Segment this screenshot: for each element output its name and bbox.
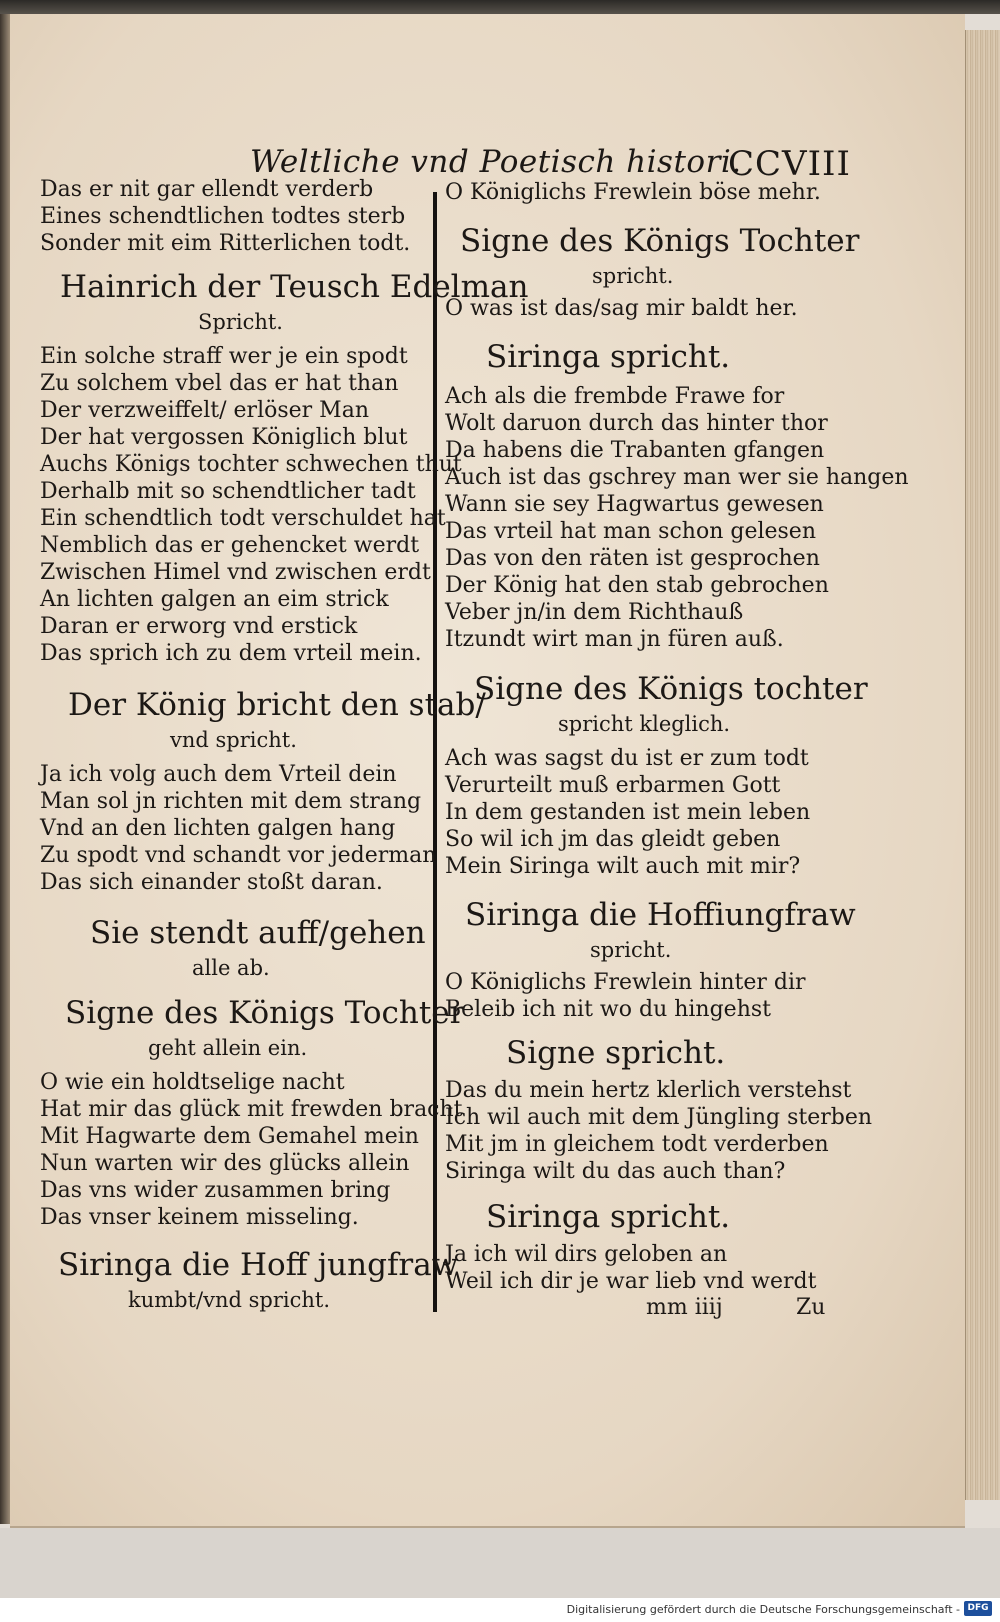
text-line: Siringa wilt du das auch than? — [445, 1159, 786, 1184]
text-line: Auch ist das gschrey man wer sie hangen — [445, 465, 909, 490]
text-line: Ja ich wil dirs geloben an — [445, 1242, 728, 1267]
text-line: Nemblich das er gehencket werdt — [40, 533, 420, 558]
speaker-heading: Signe des Königs tochter — [474, 671, 868, 707]
stage-direction-subheading: alle ab. — [192, 956, 270, 980]
text-line: Derhalb mit so schendtlicher tadt — [40, 479, 416, 504]
book-page — [10, 14, 965, 1528]
folio-number: CCVIII — [728, 144, 851, 184]
text-line: O was ist das/sag mir baldt her. — [445, 296, 798, 321]
speaker-subheading: spricht kleglich. — [558, 712, 731, 736]
scan-background — [0, 1528, 1000, 1598]
speaker-subheading: Spricht. — [198, 310, 283, 334]
text-line: Mein Siringa wilt auch mit mir? — [445, 854, 801, 879]
text-line: Daran er erworg vnd erstick — [40, 614, 358, 639]
text-line: Eines schendtlichen todtes sterb — [40, 204, 406, 229]
running-title: Weltliche vnd Poetisch histori. — [250, 144, 742, 180]
text-line: Beleib ich nit wo du hingehst — [445, 997, 772, 1022]
speaker-heading: Der König bricht den stab/ — [68, 687, 486, 723]
text-line: In dem gestanden ist mein leben — [445, 800, 811, 825]
catchword: Zu — [796, 1295, 826, 1320]
text-line: Der verzweiffelt/ erlöser Man — [40, 398, 369, 423]
speaker-heading: Siringa die Hoffiungfraw — [465, 897, 856, 933]
text-line: Man sol jn richten mit dem strang — [40, 789, 422, 814]
text-line: Das er nit gar ellendt verderb — [40, 177, 374, 202]
text-line: So wil ich jm das gleidt geben — [445, 827, 781, 852]
text-line: Das vns wider zusammen bring — [40, 1178, 391, 1203]
text-line: Da habens die Trabanten gfangen — [445, 438, 825, 463]
text-line: Mit jm in gleichem todt verderben — [445, 1132, 829, 1157]
text-line: Ach als die frembde Frawe for — [445, 384, 785, 409]
speaker-heading: Siringa spricht. — [486, 1199, 731, 1235]
text-line: Ein solche straff wer je ein spodt — [40, 344, 408, 369]
speaker-subheading: spricht. — [592, 264, 674, 288]
text-line: Zu solchem vbel das er hat than — [40, 371, 399, 396]
text-line: Itzundt wirt man jn füren auß. — [445, 627, 784, 652]
speaker-subheading: spricht. — [590, 938, 672, 962]
book-binding-edge — [0, 14, 10, 1524]
stage-direction-heading: Sie stendt auff/gehen — [90, 915, 426, 951]
text-line: Nun warten wir des glücks allein — [40, 1151, 410, 1176]
text-line: Das sich einander stoßt daran. — [40, 870, 383, 895]
text-line: O Königlichs Frewlein böse mehr. — [445, 180, 821, 205]
text-line: Zu spodt vnd schandt vor jederman — [40, 843, 437, 868]
text-line: Veber jn/in dem Richthauß — [445, 600, 744, 625]
text-line: Sonder mit eim Ritterlichen todt. — [40, 231, 411, 256]
text-line: Der König hat den stab gebrochen — [445, 573, 829, 598]
speaker-heading: Signe spricht. — [506, 1035, 726, 1071]
text-line: Verurteilt muß erbarmen Gott — [445, 773, 781, 798]
text-line: O Königlichs Frewlein hinter dir — [445, 970, 806, 995]
speaker-heading: Signe des Königs Tochter — [65, 995, 465, 1031]
page-edges — [965, 30, 1000, 1500]
speaker-heading: Hainrich der Teusch Edelman — [60, 269, 529, 305]
text-line: Ein schendtlich todt verschuldet hat — [40, 506, 446, 531]
text-line: Das vnser keinem misseling. — [40, 1205, 359, 1230]
scan-top-shadow — [0, 0, 1000, 14]
text-line: Zwischen Himel vnd zwischen erdt — [40, 560, 431, 585]
text-line: Vnd an den lichten galgen hang — [40, 816, 396, 841]
text-line: Auchs Königs tochter schwechen thut — [40, 452, 462, 477]
speaker-subheading: kumbt/vnd spricht. — [128, 1288, 331, 1312]
speaker-subheading: geht allein ein. — [148, 1036, 308, 1060]
text-line: Ach was sagst du ist er zum todt — [445, 746, 809, 771]
speaker-subheading: vnd spricht. — [170, 728, 297, 752]
text-line: Ja ich volg auch dem Vrteil dein — [40, 762, 397, 787]
speaker-heading: Siringa die Hoff jungfraw — [58, 1247, 459, 1283]
speaker-heading: Signe des Königs Tochter — [460, 223, 860, 259]
text-line: Mit Hagwarte dem Gemahel mein — [40, 1124, 419, 1149]
text-line: Der hat vergossen Königlich blut — [40, 425, 408, 450]
text-line: An lichten galgen an eim strick — [40, 587, 389, 612]
text-line: Das du mein hertz klerlich verstehst — [445, 1078, 852, 1103]
text-line: Das von den räten ist gesprochen — [445, 546, 820, 571]
text-line: Ich wil auch mit dem Jüngling sterben — [445, 1105, 873, 1130]
text-line: Das sprich ich zu dem vrteil mein. — [40, 641, 422, 666]
text-line: Das vrteil hat man schon gelesen — [445, 519, 816, 544]
signature-mark: mm iiij — [646, 1295, 723, 1320]
text-line: Wolt daruon durch das hinter thor — [445, 411, 828, 436]
speaker-heading: Siringa spricht. — [486, 339, 731, 375]
text-line: Wann sie sey Hagwartus gewesen — [445, 492, 824, 517]
text-line: Hat mir das glück mit frewden bracht — [40, 1097, 463, 1122]
footer-credit: Digitalisierung gefördert durch die Deutsche Forschungsgemeinschaft - — [566, 1603, 960, 1616]
dfg-logo: DFG — [964, 1601, 992, 1616]
text-line: Weil ich dir je war lieb vnd werdt — [445, 1269, 817, 1294]
column-rule — [433, 192, 437, 1312]
text-line: O wie ein holdtselige nacht — [40, 1070, 345, 1095]
